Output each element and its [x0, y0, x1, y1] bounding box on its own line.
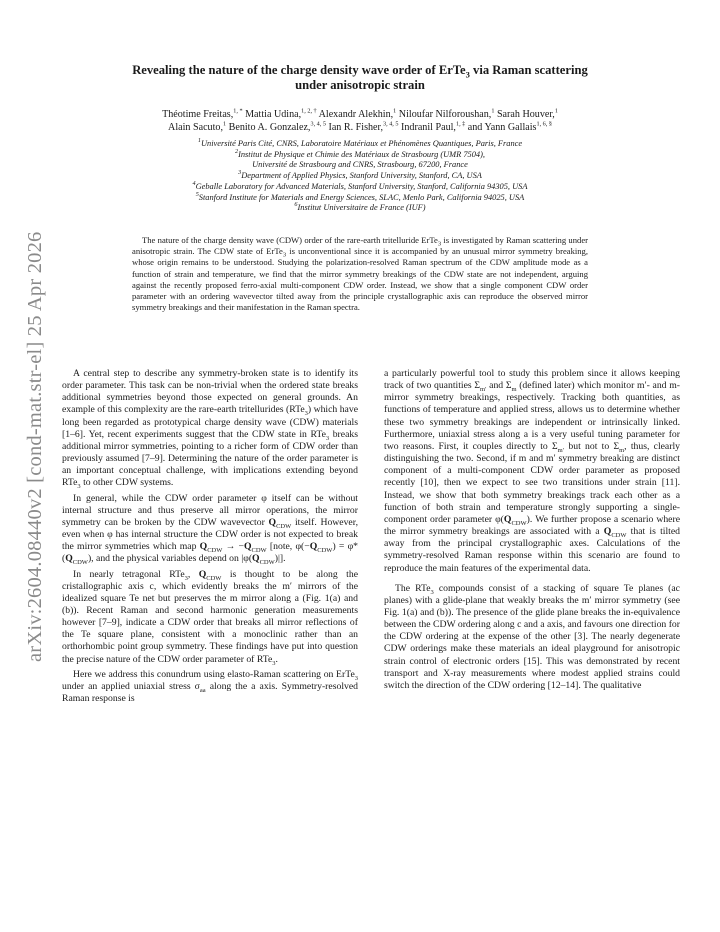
affiliation: $^6$Institut Universitaire de France (IUF): [294, 201, 426, 213]
affiliation: $^3$Department of Applied Physics, Stanford University, Stanford, CA, USA: [238, 169, 482, 181]
title-line-2: under anisotropic strain: [295, 78, 425, 92]
author: Sarah Houver,$^1$: [496, 107, 558, 120]
affiliation-list: [88, 139, 632, 214]
paper-title: [60, 63, 660, 93]
author: Mattia Udina,$^{1, 2, \dagger}$: [245, 107, 317, 120]
title-line-1: Revealing the nature of the charge density wave order of ErTe$_3$ via Raman scattering: [132, 63, 588, 80]
affiliation: $^4$Geballe Laboratory for Advanced Materials, Stanford University, Stanford, California 94305, USA: [192, 180, 528, 191]
author: Alexandr Alekhin,$^1$: [318, 107, 397, 120]
affiliation: $^5$Stanford Institute for Materials and Energy Sciences, SLAC, Menlo Park, California 94025, USA: [195, 190, 525, 202]
abstract: The nature of the charge density wave (CDW) order of the rare-earth tritelluride ErTe$_3$ is investigated by Raman scattering under anisotropic strain. The CDW state of ErTe$_3$ is unconventional since it is accompanied by an unusual mirror symmetry breaking, whose origin remains to be understood. Studying the polarization-resolved Raman spectrum of the CDW amplitude mode as a function of strain and temperature, we find that the mirror symmetry breakings of the CDW state are not independent, arguing against the recently proposed ferro-axial multi-component CDW order. Instead, we show that a single component CDW order parameter with an ordering wavevector tilted away from the principle crystallographic axis can reproduce the observed mirror symmetry breakings and their manifestation in the Raman spectra.: [132, 235, 588, 313]
author: and Yann Gallais$^{1, 6, \S}$: [467, 120, 552, 133]
author: Indranil Paul,$^{1, \ddagger}$: [401, 120, 466, 133]
arxiv-identifier-stamp: arXiv:2604.08440v2 [cond-mat.str-el] 25 Apr 2026: [24, 231, 46, 662]
paragraph: Here we address this conundrum using elasto-Raman scattering on ErTe$_3$ under an applied uniaxial stress $\sigma_{aa}$ along the a axis. Symmetry-resolved Raman response is: [62, 668, 359, 705]
affiliation: $^1$Université Paris Cité, CNRS, Laboratoire Matériaux et Phénomènes Quantiques, Paris, France: [197, 137, 523, 148]
author: Benito A. Gonzalez,$^{3, 4, 5}$: [228, 120, 326, 133]
paragraph: In nearly tetragonal RTe$_3$, $Q_{CDW}$ is thought to be along the cristallographic axis c, which evidently breaks the m′ mirrors of the idealized square Te net but preserves the m mirror along a (Fig. 1(a) and (b)). Recent Raman and second harmonic generation measurements however [7–9], indicate a CDW order that breaks all mirror reflections of the Te square plane, consistent with a monoclinic rather than an orthorhombic point group symmetry. These findings have put into question the precise nature of the CDW order parameter of RTe$_3$.: [62, 568, 358, 667]
body-column-right: [384, 368, 680, 695]
author: Théotime Freitas,$^{1, *}$: [162, 107, 243, 120]
paragraph: In general, while the CDW order parameter φ itself can be without internal structure and thus preserve all mirror operations, the mirror symmetry can be broken by the CDW wavevector $Q_{CDW}$ itself. However, even when φ has internal structure the CDW order is not expected to break the mirror symmetries which map $Q_{CDW} \to -Q_{CDW}$ [note, $\varphi(-Q_{CDW}) = \varphi*(Q_{CDW})$, and the physical variables depend on $|\varphi(Q_{CDW})|$].: [62, 492, 359, 567]
author-list: [88, 108, 632, 134]
author: Alain Sacuto,$^1$: [168, 120, 227, 133]
paragraph: a particularly powerful tool to study this problem since it allows keeping track of two quantities $\Sigma_{m'}$ and $\Sigma_m$ (defined later) which monitor m′- and m-mirror symmetry breakings, respectively. Tracking both quantities, as functions of temperature and applied stress, allows us to determine whether these two symmetry breakings are independent or intrinsically linked. Furthermore, uniaxial stress along a is a very useful tuning parameter for two reasons. First, it couples directly to $\Sigma_{m'}$ but not to $\Sigma_m$, thus, clearly distinguishing the two. Second, if m and m′ symmetry breaking are distinct component of a multi-component CDW order parameter as proposed recently [10], then we expect to see two transitions under strain [11]. Instead, we show that both symmetry breakings track each other as a function of both strain and temperature strongly supporting a single-component order parameter $\varphi(Q_{CDW})$. We further propose a scenario where the mirror symmetry breakings are associated with a $Q_{CDW}$ that is tilted away from the principal crystallographic axes. Calculations of the symmetry-resolved Raman response within this scenario are found to reproduce the main features of the experimental data.: [384, 368, 680, 574]
author: Ian R. Fisher,$^{3, 4, 5}$: [328, 120, 399, 133]
affiliation: Université de Strasbourg and CNRS, Strasbourg, 67200, France: [252, 160, 468, 170]
affiliation: $^2$Institut de Physique et Chimie des Matériaux de Strasbourg (UMR 7504),: [234, 147, 486, 159]
body-column-left: [62, 368, 358, 708]
paragraph: The RTe$_3$ compounds consist of a stacking of square Te planes (ac planes) with a glide-plane that weakly breaks the m′ mirror symmetry (see Fig. 1(a) and (b)). The presence of the glide plane breaks the in-equivalence between the CDW ordering along c and a axis, and favours one direction for the CDW ordering at the expense of the other [3]. The nearly degenerate CDW orderings make these materials an ideal playground for anisotropic strain control of electronic orders [15]. This was demonstrated by recent transport and X-ray measurements where modest applied strains could switch the direction of the CDW ordering [12–14]. The qualitative: [384, 582, 680, 691]
paragraph: A central step to describe any symmetry-broken state is to identify its order parameter. This task can be non-trivial when the ordered state breaks additional symmetries beyond those expected on general grounds. An example of this complexity are the rare-earth tritellurides (RTe$_3$) which have long been regarded as prototypical charge density wave (CDW) materials [1–6]. Yet, recent experiments suggest that the CDW state in RTe$_3$ breaks additional mirror symmetries, pointing to a richer form of CDW order than previously assumed [7–9]. Determining the nature of the order parameter is an important conceptual challenge, with implications extending beyond RTe$_3$ to other CDW systems.: [62, 368, 358, 491]
author: Niloufar Nilforoushan,$^1$: [398, 107, 495, 120]
